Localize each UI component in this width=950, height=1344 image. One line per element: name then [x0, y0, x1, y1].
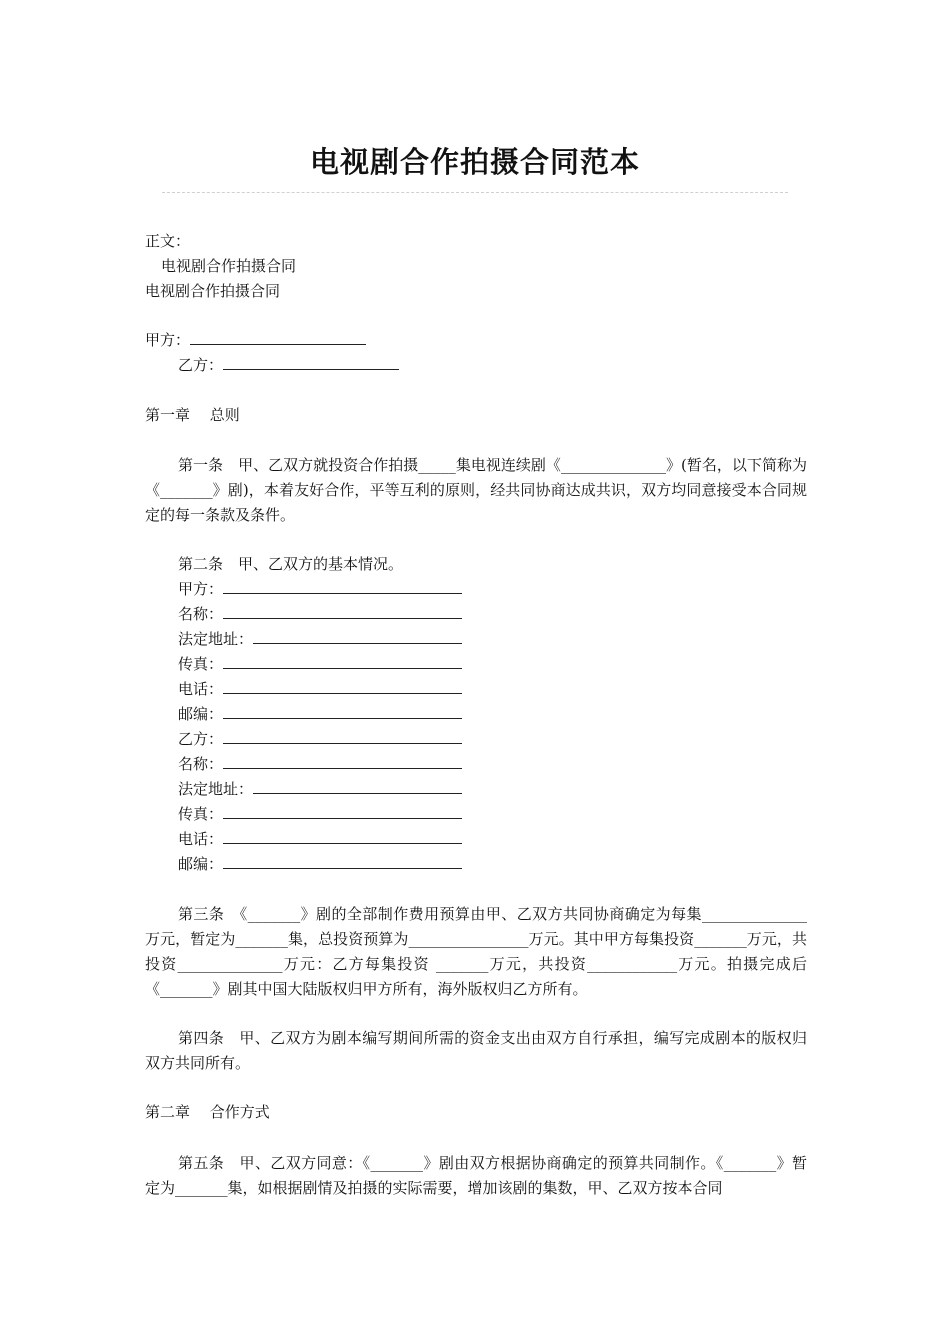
chapter-1-heading: 第一章 总则 [145, 406, 240, 424]
field-blank [223, 704, 462, 719]
field-row [178, 829, 462, 849]
field-row [178, 854, 462, 874]
party-b-line [178, 355, 399, 375]
field-blank [223, 754, 462, 769]
field-label: 邮编： [178, 705, 224, 723]
field-row [178, 779, 462, 799]
subtitle: 电视剧合作拍摄合同 [145, 282, 281, 300]
party-a-blank [190, 330, 366, 345]
field-row [178, 604, 462, 624]
field-blank [223, 804, 462, 819]
field-blank [223, 654, 462, 669]
article-3: 第三条 《_______》剧的全部制作费用预算由甲、乙双方共同协商确定为每集______________万元，暂定为_______集，总投资预算为________________万元。其中甲方每集投资_______万元，共投资______________万元：乙方每集投资 _______万元，共投资____________万元。拍摄完成后《_______》剧其中国大陆版权归甲方所有，海外版权归乙方所有。 [145, 905, 807, 998]
chapter-2-heading: 第二章 合作方式 [145, 1103, 270, 1121]
field-label: 电话： [178, 680, 224, 698]
subtitle-indented: 电视剧合作拍摄合同 [161, 257, 297, 275]
field-label: 甲方： [178, 580, 224, 598]
party-a-line [145, 330, 366, 350]
field-label: 邮编： [178, 855, 224, 873]
field-label: 传真： [178, 805, 224, 823]
title-divider [162, 192, 788, 193]
field-row [178, 754, 462, 774]
field-label: 名称： [178, 755, 224, 773]
field-blank [223, 729, 462, 744]
article-2-heading: 第二条 甲、乙双方的基本情况。 [178, 555, 404, 573]
field-row [178, 729, 462, 749]
field-row [178, 579, 462, 599]
field-row [178, 704, 462, 724]
field-blank [223, 679, 462, 694]
body-label: 正文： [145, 232, 191, 250]
field-blank [223, 579, 462, 594]
field-label: 名称： [178, 605, 224, 623]
field-label: 法定地址： [178, 780, 254, 798]
field-row [178, 679, 462, 699]
field-row [178, 629, 462, 649]
party-a-label: 甲方： [145, 331, 191, 349]
field-label: 电话： [178, 830, 224, 848]
article-1: 第一条 甲、乙双方就投资合作拍摄_____集电视连续剧《______________》(暂名，以下简称为《_______》剧)，本着友好合作，平等互利的原则，经共同协商达成共识，双方均同意接受本合同规定的每一条款及条件。 [145, 456, 807, 524]
field-label: 传真： [178, 655, 224, 673]
field-blank [223, 604, 462, 619]
field-blank [223, 854, 462, 869]
field-blank [253, 779, 462, 794]
article-4: 第四条 甲、乙双方为剧本编写期间所需的资金支出由双方自行承担，编写完成剧本的版权归双方共同所有。 [145, 1029, 807, 1072]
field-row [178, 804, 462, 824]
document-title: 电视剧合作拍摄合同范本 [309, 145, 640, 179]
field-label: 法定地址： [178, 630, 254, 648]
party-b-blank [223, 355, 399, 370]
field-blank [223, 829, 462, 844]
field-blank [253, 629, 462, 644]
article-5: 第五条 甲、乙双方同意：《_______》剧由双方根据协商确定的预算共同制作。《_______》暂定为_______集，如根据剧情及拍摄的实际需要，增加该剧的集数，甲、乙双方按本合同 [145, 1154, 807, 1197]
party-b-label: 乙方： [178, 356, 224, 374]
field-label: 乙方： [178, 730, 224, 748]
field-row [178, 654, 462, 674]
